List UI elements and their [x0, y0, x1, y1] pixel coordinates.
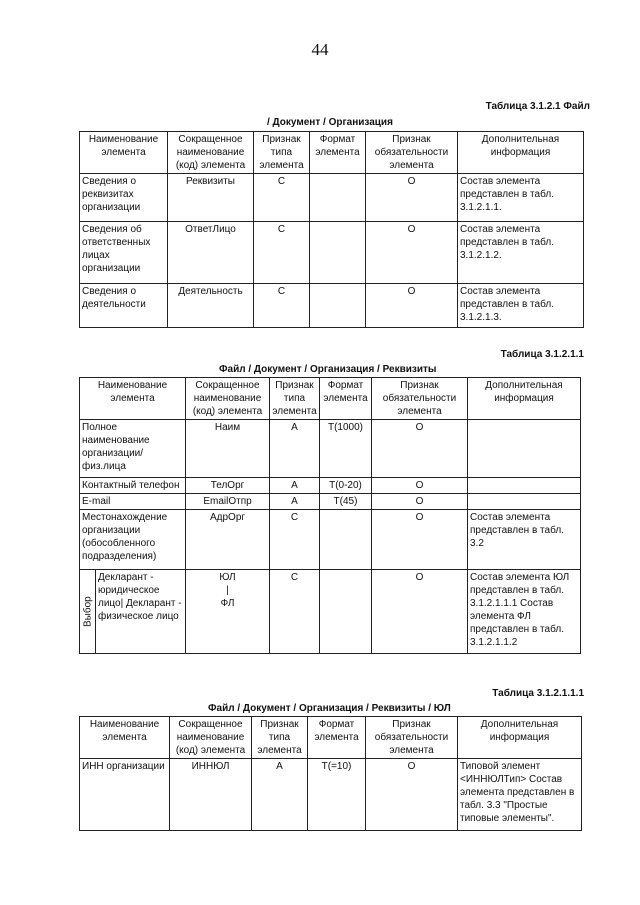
- cell-name: E-mail: [80, 494, 186, 510]
- cell-name: Контактный телефон: [80, 478, 186, 494]
- header-format: Формат элемента: [320, 378, 372, 420]
- header-type: Признак типа элемента: [270, 378, 320, 420]
- cell-required: О: [366, 222, 458, 284]
- table-row: [80, 222, 584, 284]
- cell-type: С: [254, 174, 310, 222]
- table-row-choice: [80, 570, 581, 654]
- table-1-caption: Таблица 3.1.2.1 Файл: [485, 101, 590, 112]
- table-row: [80, 420, 581, 478]
- cell-info: Состав элемента представлен в табл. 3.1.2.1.2.: [458, 222, 584, 284]
- table-row: [80, 759, 582, 831]
- cell-name: Полное наименование организации/ физ.лица: [80, 420, 186, 478]
- cell-info: Типовой элемент <ИННЮЛТип> Состав элемента представлен в табл. 3.3 "Простые типовые элементы".: [458, 759, 582, 831]
- cell-code: АдрОрг: [186, 510, 270, 570]
- cell-code: Наим: [186, 420, 270, 478]
- cell-required: О: [372, 420, 468, 478]
- header-info: Дополнительная информация: [458, 717, 582, 759]
- cell-format: [310, 222, 366, 284]
- header-required: Признак обязательности элемента: [366, 717, 458, 759]
- cell-info: Состав элемента представлен в табл. 3.2: [468, 510, 581, 570]
- header-name: Наименование элемента: [80, 378, 186, 420]
- header-code: Сокращенное наименование (код) элемента: [186, 378, 270, 420]
- cell-format: Т(45): [320, 494, 372, 510]
- cell-info: [468, 478, 581, 494]
- cell-format: [310, 284, 366, 328]
- table-3-caption: Таблица 3.1.2.1.1.1: [492, 688, 584, 699]
- cell-type: А: [270, 478, 320, 494]
- header-required: Признак обязательности элемента: [372, 378, 468, 420]
- cell-code: [186, 570, 270, 654]
- code-separator: |: [226, 585, 229, 596]
- table-1: [79, 131, 584, 328]
- header-info: Дополнительная информация: [458, 132, 584, 174]
- table-2: [79, 377, 581, 654]
- cell-format: [320, 510, 372, 570]
- cell-info: Состав элемента представлен в табл. 3.1.2.1.3.: [458, 284, 584, 328]
- cell-type: А: [252, 759, 308, 831]
- cell-name: ИНН организации: [80, 759, 170, 831]
- cell-required: О: [372, 494, 468, 510]
- cell-code: Реквизиты: [168, 174, 254, 222]
- table-header-row: [80, 132, 584, 174]
- cell-type: А: [270, 420, 320, 478]
- cell-info: Состав элемента представлен в табл. 3.1.2.1.1.: [458, 174, 584, 222]
- cell-code: Деятельность: [168, 284, 254, 328]
- table-header-row: [80, 378, 581, 420]
- page-number: 44: [311, 40, 329, 59]
- cell-name: Сведения о реквизитах организации: [80, 174, 168, 222]
- cell-name: Сведения об ответственных лицах организации: [80, 222, 168, 284]
- cell-info: Состав элемента ЮЛ представлен в табл. 3.1.2.1.1.1 Состав элемента ФЛ представлен в табл. 3.1.2.1.1.2: [468, 570, 581, 654]
- cell-required: О: [366, 284, 458, 328]
- table-row: [80, 174, 584, 222]
- table-header-row: [80, 717, 582, 759]
- header-type: Признак типа элемента: [254, 132, 310, 174]
- table-3-subcaption: Файл / Документ / Организация / Реквизиты / ЮЛ: [208, 703, 451, 714]
- cell-format: Т(=10): [308, 759, 366, 831]
- cell-code: ИННЮЛ: [170, 759, 252, 831]
- table-row: [80, 494, 581, 510]
- header-name: Наименование элемента: [80, 132, 168, 174]
- code-fl: ФЛ: [220, 598, 235, 609]
- table-2-subcaption: Файл / Документ / Организация / Реквизиты: [219, 364, 437, 375]
- header-info: Дополнительная информация: [468, 378, 581, 420]
- code-ul: ЮЛ: [219, 572, 236, 583]
- cell-required: О: [372, 478, 468, 494]
- cell-format: [320, 570, 372, 654]
- cell-info: [468, 494, 581, 510]
- table-row: [80, 478, 581, 494]
- cell-required: О: [372, 570, 468, 654]
- cell-type: А: [270, 494, 320, 510]
- cell-format: [310, 174, 366, 222]
- cell-type: С: [254, 284, 310, 328]
- choice-label: Выбор: [80, 570, 96, 654]
- cell-required: О: [372, 510, 468, 570]
- header-name: Наименование элемента: [80, 717, 170, 759]
- cell-type: С: [270, 570, 320, 654]
- header-type: Признак типа элемента: [252, 717, 308, 759]
- header-format: Формат элемента: [310, 132, 366, 174]
- cell-code: ОтветЛицо: [168, 222, 254, 284]
- cell-format: Т(0-20): [320, 478, 372, 494]
- header-required: Признак обязательности элемента: [366, 132, 458, 174]
- cell-code: EmailOтпр: [186, 494, 270, 510]
- cell-info: [468, 420, 581, 478]
- table-row: [80, 510, 581, 570]
- table-3: [79, 716, 582, 831]
- cell-required: О: [366, 759, 458, 831]
- cell-code: ТелОрг: [186, 478, 270, 494]
- cell-name: Декларант - юридическое лицо| Декларант - физическое лицо: [96, 570, 186, 654]
- cell-required: О: [366, 174, 458, 222]
- header-code: Сокращенное наименование (код) элемента: [168, 132, 254, 174]
- header-format: Формат элемента: [308, 717, 366, 759]
- cell-format: Т(1000): [320, 420, 372, 478]
- cell-type: С: [254, 222, 310, 284]
- table-2-caption: Таблица 3.1.2.1.1: [500, 349, 584, 360]
- cell-name: Местонахождение организации (обособленного подразделения): [80, 510, 186, 570]
- header-code: Сокращенное наименование (код) элемента: [170, 717, 252, 759]
- cell-name: Сведения о деятельности: [80, 284, 168, 328]
- table-row: [80, 284, 584, 328]
- cell-type: С: [270, 510, 320, 570]
- table-1-subcaption: / Документ / Организация: [267, 117, 393, 128]
